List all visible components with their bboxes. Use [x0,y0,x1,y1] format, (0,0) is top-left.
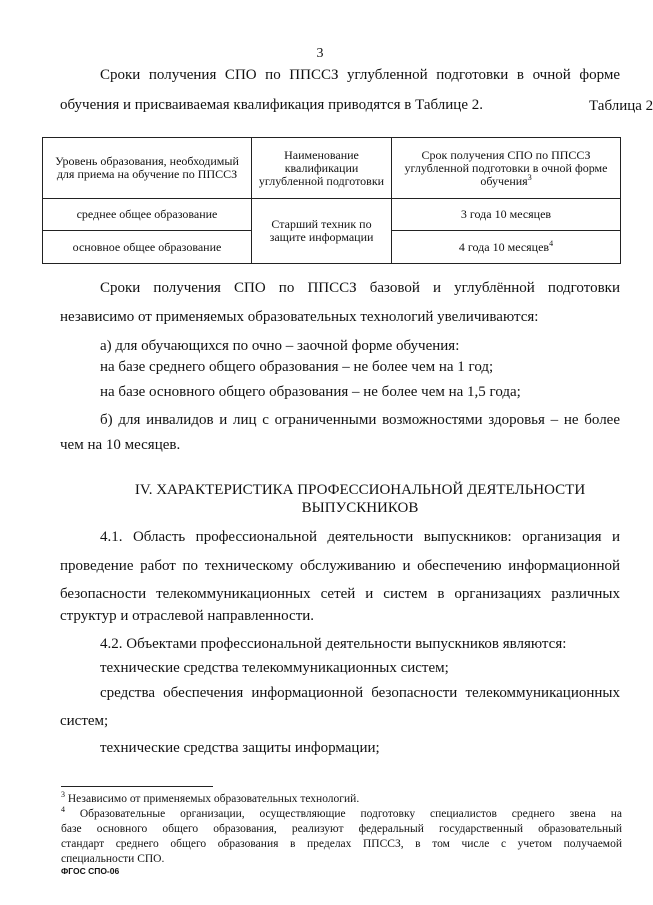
document-code: ФГОС СПО-06 [61,866,120,876]
section-para-1-line-3: безопасности телекоммуникационных сетей и систем в организациях различных [60,586,620,602]
footnote-4-line-4: специальности СПО. [61,853,165,865]
header-qualification: Наименование квалификации углубленной подготовки [252,138,392,199]
page-number: 3 [316,46,324,61]
header-duration: Срок получения СПО по ППССЗ углубленной подготовки в очной форме обучения$^3$ [392,138,621,199]
footnote-4-line-1: $^4$ Образовательные организации, осуществляющие подготовку специалистов среднего звена на [61,805,622,820]
row-duration: 3 года 10 месяцев [392,199,621,231]
section-para-2: 4.2. Объектами профессиональной деятельности выпускников являются: [100,636,567,652]
row-duration: 4 года 10 месяцев$^4$ [392,231,621,264]
footnote-ref-4: 4 [549,238,554,248]
header-education-level: Уровень образования, необходимый для приема на обучение по ППССЗ [43,138,252,199]
intro-line-2: обучения и присваиваемая квалификация приводятся в Таблице 2. [60,97,483,113]
para-4: на базе основного общего образования – не более чем на 1,5 года; [100,384,521,400]
table-row [43,199,621,231]
section-para-4-line-2: систем; [60,713,109,729]
footnote-4-line-2: базе основного общего образования, реализуют федеральный государственный образовательный [61,823,622,835]
footnote-4-line-3: стандарт среднего общего образования в пределах ППССЗ, в том числе с учетом получаемой [61,838,622,850]
footnote-3: $^3$ Независимо от применяемых образовательных технологий. [61,790,360,805]
section-heading-line-2: ВЫПУСКНИКОВ [301,500,419,516]
duration-table [42,137,621,264]
para-5-line-2: чем на 10 месяцев. [60,437,181,453]
para-2: а) для обучающихся по очно – заочной форме обучения: [100,338,460,354]
intro-line-1: Сроки получения СПО по ППССЗ углубленной подготовки в очной форме [100,67,620,83]
section-para-3: технические средства телекоммуникационных систем; [100,660,449,676]
para-1-line-1: Сроки получения СПО по ППССЗ базовой и углублённой подготовки [100,280,620,296]
para-1-line-2: независимо от применяемых образовательных технологий увеличиваются: [60,309,539,325]
footnote-separator [61,786,213,787]
section-para-1-line-4: структур и отраслевой направленности. [60,608,315,624]
para-5-line-1: б) для инвалидов и лиц с ограниченными возможностями здоровья – не более [100,412,620,428]
row-level: среднее общее образование [43,199,252,231]
section-heading-line-1: IV. ХАРАКТЕРИСТИКА ПРОФЕССИОНАЛЬНОЙ ДЕЯТЕЛЬНОСТИ [134,482,586,498]
section-para-1-line-2: проведение работ по техническому обслуживанию и обеспечению информационной [60,558,620,574]
para-3: на базе среднего общего образования – не более чем на 1 год; [100,359,494,375]
footnote-ref-3: 3 [527,172,532,182]
table-header-row [43,138,621,199]
section-para-4-line-1: средства обеспечения информационной безопасности телекоммуникационных [100,685,620,701]
section-para-5: технические средства защиты информации; [100,740,380,756]
row-level: основное общее образование [43,231,252,264]
qualification-cell: Старший техник по защите информации [252,199,392,264]
table-caption: Таблица 2 [589,98,653,114]
section-para-1-line-1: 4.1. Область профессиональной деятельности выпускников: организация и [100,529,620,545]
